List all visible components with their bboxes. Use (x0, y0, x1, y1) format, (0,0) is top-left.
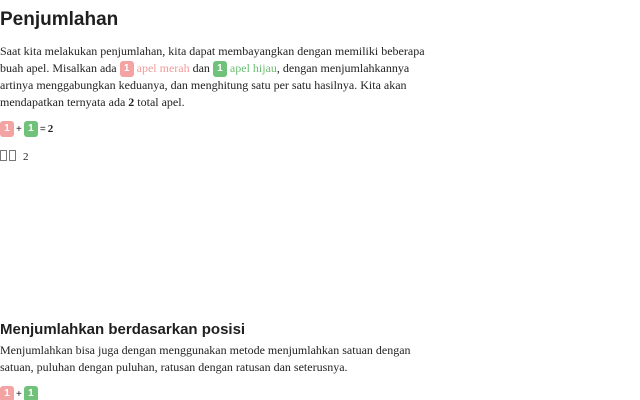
apple-icon (9, 150, 16, 161)
plus-sign: + (16, 389, 22, 400)
position-equation (0, 385, 38, 400)
operand-red-badge: 1 (0, 386, 14, 400)
green-apple-label: apel hijau (229, 61, 277, 75)
equation-result: 2 (47, 123, 54, 135)
total-count: 2 (128, 95, 135, 109)
red-apple-badge: 1 (120, 61, 134, 77)
addition-equation (0, 120, 53, 139)
plus-sign: + (16, 124, 22, 135)
apple-count: 2 (23, 151, 29, 163)
paragraph-text: total apel. (134, 95, 185, 109)
operand-green-badge: 1 (24, 121, 38, 137)
intro-paragraph (0, 43, 430, 111)
position-paragraph: Menjumlahkan bisa juga dengan menggunakan metode menjumlahkan satuan dengan satuan, puluhan dengan puluhan, ratusan dengan ratusan dan seterusnya. (0, 343, 411, 374)
section-heading-posisi: Menjumlahkan berdasarkan posisi (0, 321, 246, 338)
paragraph-text: Saat kita melakukan penjumlahan, kita dapat membayangkan dengan memiliki beberapa buah apel. Misalkan ada (0, 44, 425, 75)
paragraph-text: dan (189, 61, 213, 75)
apple-result-row (0, 149, 29, 165)
section-heading-penjumlahan: Penjumlahan (0, 9, 119, 30)
equals-sign: = (39, 124, 46, 135)
red-apple-label: apel merah (136, 61, 190, 75)
operand-green-badge: 1 (24, 386, 38, 400)
apple-icon (0, 150, 7, 161)
operand-red-badge: 1 (0, 121, 14, 137)
green-apple-badge: 1 (213, 61, 227, 77)
paragraph-text: , dengan menjumlahkannya artinya menggabungkan keduanya, dan menghitung satu per satu hasilnya. Kita akan mendapatkan ternyata ada (0, 61, 410, 109)
